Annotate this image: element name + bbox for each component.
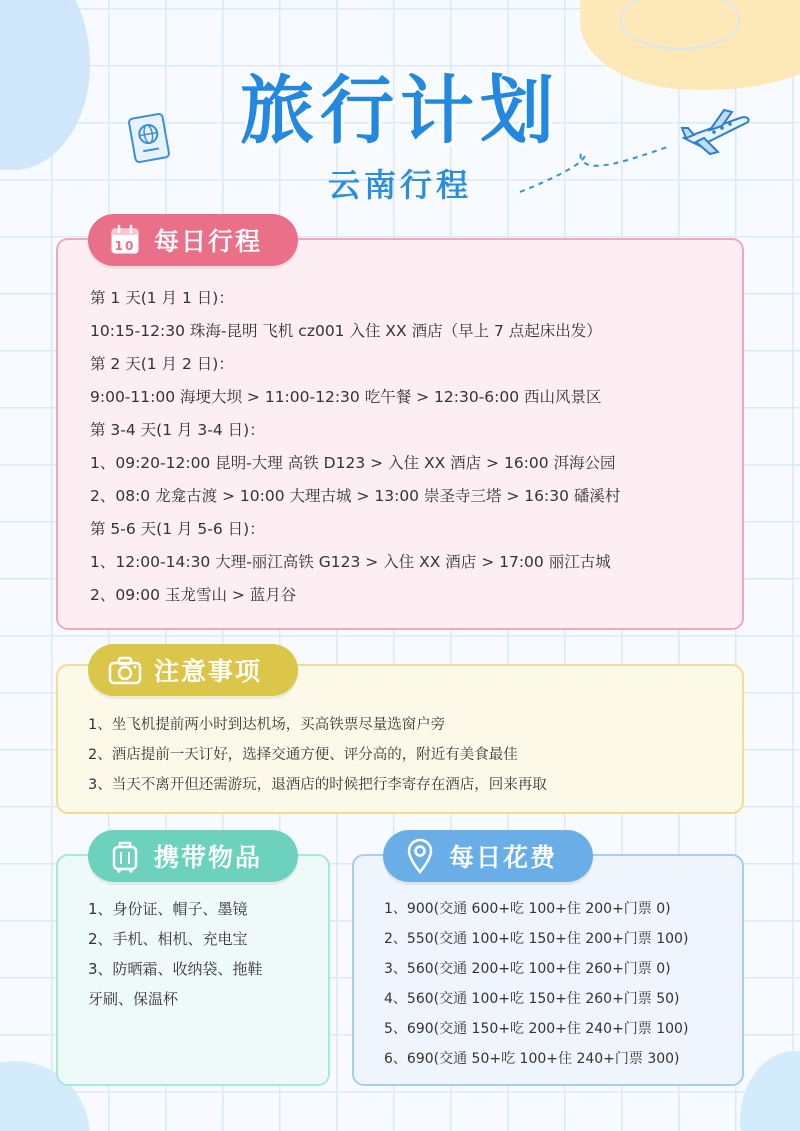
list-item: 2、08:0 龙龛古渡 > 10:00 大理古城 > 13:00 崇圣寺三塔 > 16:30 磻溪村 (90, 487, 621, 505)
page-subtitle: 云南行程 (327, 166, 472, 204)
packing-items-label: 携带物品 (154, 843, 263, 872)
list-item: 第 3-4 天(1 月 3-4 日)： (90, 421, 265, 439)
packing-items-list (88, 896, 263, 1016)
list-item: 10:15-12:30 珠海-昆明 飞机 cz001 入住 XX 酒店（早上 7 点起床出发） (90, 322, 602, 340)
luggage-icon (108, 839, 142, 873)
notes-heading (88, 644, 298, 696)
decor-blob-bottom-right (740, 1051, 800, 1131)
daily-schedule-list (90, 284, 620, 614)
list-item: 3、防晒霜、收纳袋、拖鞋 (88, 960, 263, 978)
location-pin-icon (403, 839, 437, 873)
calendar-number: 10 (114, 239, 136, 253)
list-item: 2、酒店提前一天订好，选择交通方便、评分高的，附近有美食最佳 (88, 747, 518, 763)
list-item: 4、560(交通 100+吃 150+住 260+门票 50) (384, 991, 680, 1007)
list-item: 2、手机、相机、充电宝 (88, 930, 248, 948)
notes-label: 注意事项 (154, 657, 263, 686)
calendar-icon (108, 223, 142, 257)
daily-cost-heading (383, 830, 593, 882)
list-item: 1、900(交通 600+吃 100+住 200+门票 0) (384, 901, 671, 917)
list-item: 2、09:00 玉龙雪山 > 蓝月谷 (90, 586, 297, 604)
list-item: 9:00-11:00 海埂大坝 > 11:00-12:30 吃午餐 > 12:30-6:00 西山风景区 (90, 388, 602, 406)
list-item: 3、560(交通 200+吃 100+住 260+门票 0) (384, 961, 671, 977)
list-item: 第 2 天(1 月 2 日)： (90, 355, 234, 373)
list-item: 1、身份证、帽子、墨镜 (88, 900, 248, 918)
daily-schedule-label: 每日行程 (154, 227, 263, 256)
list-item: 第 1 天(1 月 1 日)： (90, 289, 234, 307)
list-item: 1、09:20-12:00 昆明-大理 高铁 D123 > 入住 XX 酒店 > 16:00 洱海公园 (90, 454, 616, 472)
camera-icon (108, 653, 142, 687)
list-item: 牙刷、保温杯 (88, 990, 179, 1008)
daily-cost-label: 每日花费 (449, 843, 558, 872)
list-item: 1、坐飞机提前两小时到达机场，买高铁票尽量选窗户旁 (88, 717, 446, 733)
list-item: 3、当天不离开但还需游玩，退酒店的时候把行李寄存在酒店，回来再取 (88, 777, 547, 793)
packing-items-heading (88, 830, 298, 882)
list-item: 2、550(交通 100+吃 150+住 200+门票 100) (384, 931, 689, 947)
daily-cost-list (384, 896, 688, 1076)
list-item: 第 5-6 天(1 月 5-6 日)： (90, 520, 265, 538)
list-item: 1、12:00-14:30 大理-丽江高铁 G123 > 入住 XX 酒店 > 17:00 丽江古城 (90, 553, 611, 571)
notes-list (88, 712, 547, 802)
list-item: 5、690(交通 150+吃 200+住 240+门票 100) (384, 1021, 689, 1037)
list-item: 6、690(交通 50+吃 100+住 240+门票 300) (384, 1051, 680, 1067)
daily-schedule-heading (88, 214, 298, 266)
page-title: 旅行计划 (240, 68, 560, 154)
